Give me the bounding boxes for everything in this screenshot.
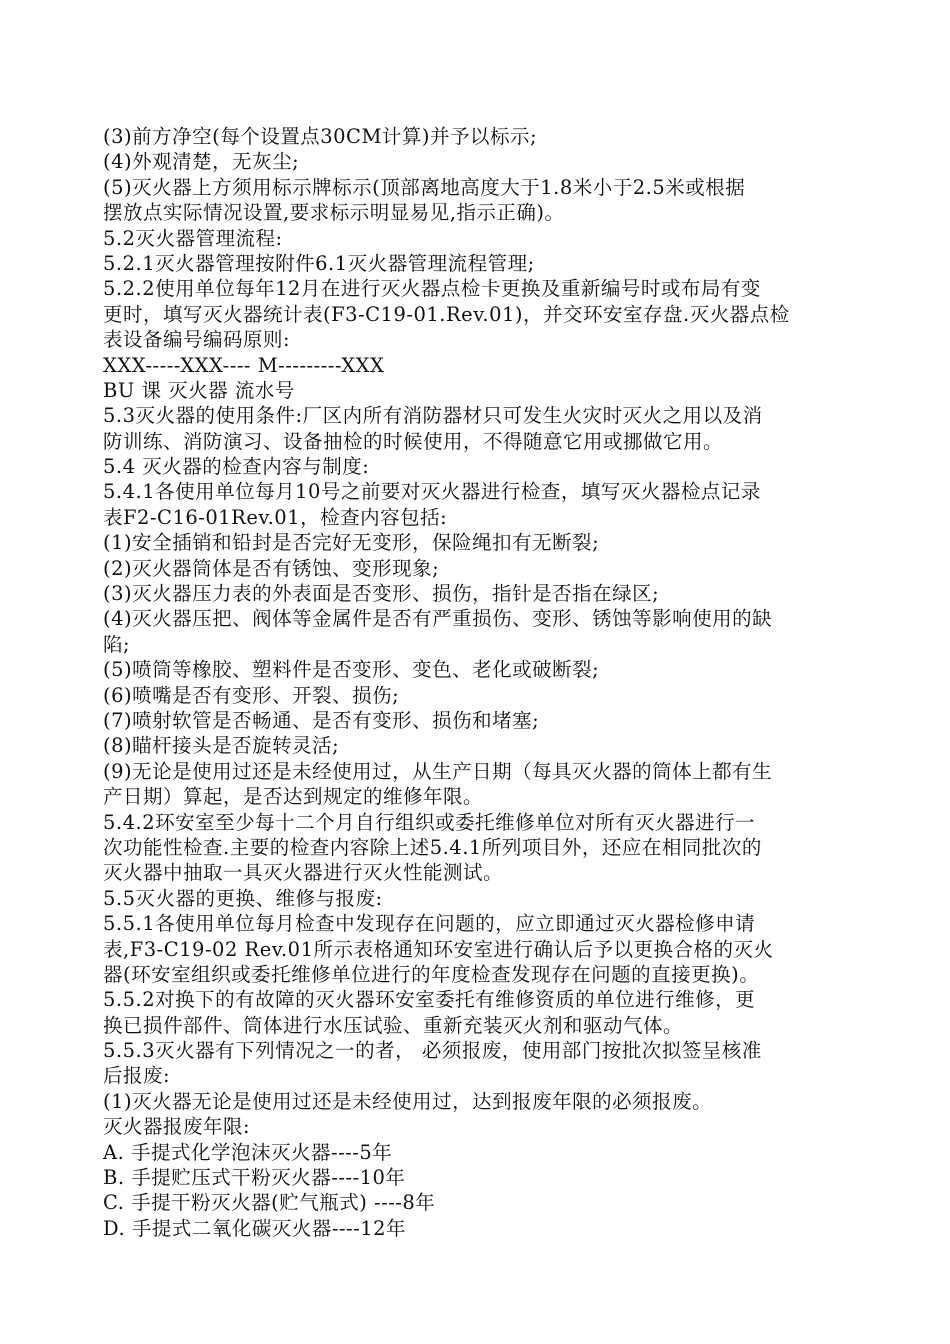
list-item: (3)灭火器压力表的外表面是否变形、损伤，指针是否指在绿区; [103, 582, 660, 606]
text-line: 后报废: [103, 1064, 171, 1088]
list-item: 产日期）算起，是否达到规定的维修年限。 [103, 785, 484, 809]
text-line: 灭火器报废年限: [103, 1115, 251, 1139]
list-item: B. 手提贮压式干粉灭火器----10年 [103, 1166, 406, 1190]
list-item: (8)瞄杆接头是否旋转灵活; [103, 734, 340, 758]
code-format-line: XXX-----XXX---- M---------XXX [103, 353, 385, 377]
list-item: (2)灭火器筒体是否有锈蚀、变形现象; [103, 556, 440, 580]
text-line: 5.4.1各使用单位每月10号之前要对灭火器进行检查，填写灭火器检点记录 [103, 480, 761, 504]
text-line: 次功能性检查.主要的检查内容除上述5.4.1所列项目外，还应在相同批次的 [103, 835, 762, 859]
list-item: A. 手提式化学泡沫灭火器----5年 [103, 1140, 393, 1164]
text-line: 灭火器中抽取一具灭火器进行灭火性能测试。 [103, 861, 504, 885]
text-line: 5.2.2使用单位每年12月在进行灭火器点检卡更换及重新编号时或布局有变 [103, 277, 761, 301]
text-line: 5.4.2环安室至少每十二个月自行组织或委托维修单位对所有灭火器进行一 [103, 810, 756, 834]
text-line: (4)外观清楚，无灰尘; [103, 150, 300, 174]
list-item: (1)灭火器无论是使用过还是未经使用过，达到报废年限的必须报废。 [103, 1089, 713, 1113]
text-line: (5)灭火器上方须用标示牌标示(顶部离地高度大于1.8米小于2.5米或根据 [103, 175, 746, 199]
list-item: D. 手提式二氧化碳灭火器----12年 [103, 1216, 407, 1240]
list-item: 陷; [103, 632, 131, 656]
text-line: (3)前方净空(每个设置点30CM计算)并予以标示; [103, 125, 538, 148]
text-line: 表,F3-C19-02 Rev.01所示表格通知环安室进行确认后予以更换合格的灭火 [103, 937, 774, 961]
text-line: 摆放点实际情况设置,要求标示明显易见,指示正确)。 [103, 201, 565, 225]
text-line: 5.5.2对换下的有故障的灭火器环安室委托有维修资质的单位进行维修，更 [103, 988, 756, 1012]
text-line: 换已损件部件、筒体进行水压试验、重新充装灭火剂和驱动气体。 [103, 1013, 684, 1037]
list-item: (4)灭火器压把、阀体等金属件是否有严重损伤、变形、锈蚀等影响使用的缺 [103, 607, 773, 631]
code-legend-line: BU 课 灭火器 流水号 [103, 378, 295, 402]
document-body [103, 124, 855, 1241]
text-line: 5.2.1灭火器管理按附件6.1灭火器管理流程管理; [103, 251, 535, 275]
list-item: (6)喷嘴是否有变形、开裂、损伤; [103, 683, 400, 707]
section-heading: 5.5灭火器的更换、维修与报废: [103, 886, 383, 910]
text-line: 5.5.3灭火器有下列情况之一的者， 必须报废，使用部门按批次拟签呈核准 [103, 1039, 762, 1063]
text-line: 防训练、消防演习、设备抽检的时候使用，不得随意它用或挪做它用。 [103, 429, 724, 453]
text-line: 表设备编号编码原则: [103, 328, 291, 352]
list-item: C. 手提干粉灭火器(贮气瓶式) ----8年 [103, 1191, 436, 1215]
section-heading: 5.2灭火器管理流程: [103, 226, 283, 250]
section-heading: 5.4 灭火器的检查内容与制度: [103, 455, 370, 479]
text-line: 5.5.1各使用单位每月检查中发现存在问题的，应立即通过灭火器检修申请 [103, 912, 756, 936]
list-item: (7)喷射软管是否畅通、是否有变形、损伤和堵塞; [103, 708, 540, 732]
list-item: (1)安全插销和铅封是否完好无变形，保险绳扣有无断裂; [103, 531, 600, 555]
text-line: 5.3灭火器的使用条件:厂区内所有消防器材只可发生火灾时灭火之用以及消 [103, 404, 763, 428]
text-line: 更时，填写灭火器统计表(F3-C19-01.Rev.01)，并交环安室存盘.灭火器点检 [103, 302, 790, 326]
list-item: (9)无论是使用过还是未经使用过，从生产日期（每具灭火器的筒体上都有生 [103, 759, 773, 783]
list-item: (5)喷筒等橡胶、塑料件是否变形、变色、老化或破断裂; [103, 658, 600, 682]
text-line: 表F2-C16-01Rev.01，检查内容包括: [103, 505, 448, 529]
text-line: 器(环安室组织或委托维修单位进行的年度检查发现存在问题的直接更换)。 [103, 962, 760, 986]
